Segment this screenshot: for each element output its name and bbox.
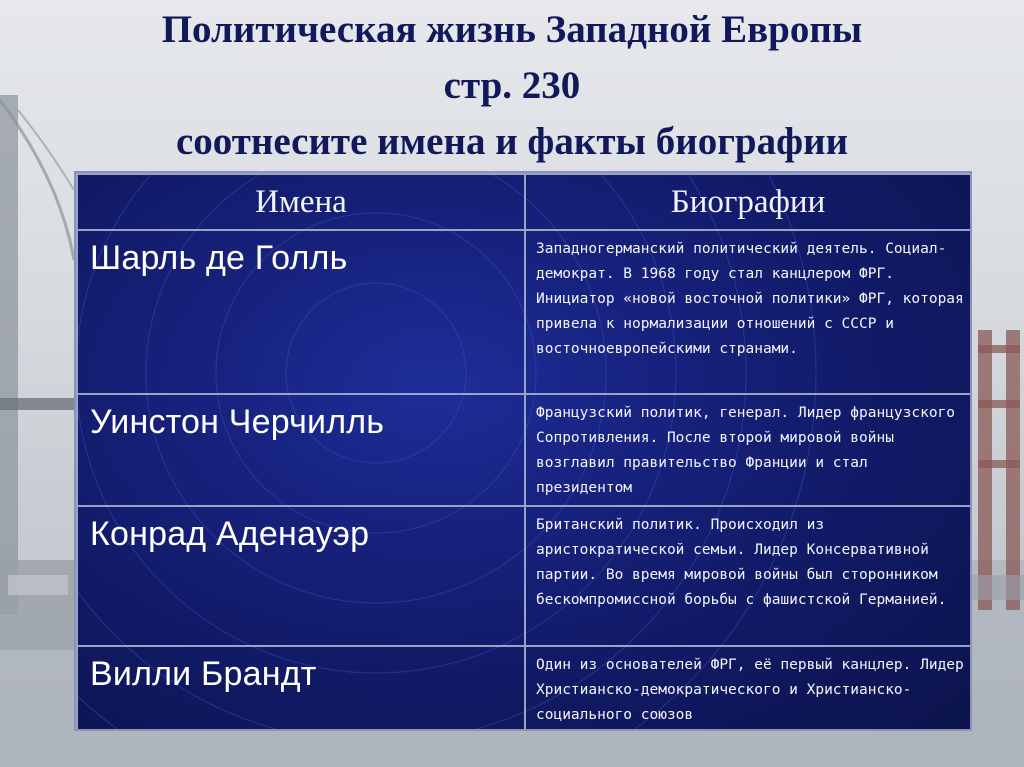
biography-cell: Один из основателей ФРГ, её первый канцлер. Лидер Христианско-демократического и Христианско-социального союзов xyxy=(525,646,971,731)
table-row xyxy=(77,230,971,394)
title-line-2: стр. 230 xyxy=(443,64,581,107)
biography-cell: Французский политик, генерал. Лидер французского Сопротивления. После второй мировой войны возглавил правительство Франции и стал президентом xyxy=(525,394,971,506)
header-names: Имена xyxy=(77,174,525,230)
title-line-1: Политическая жизнь Западной Европы xyxy=(161,8,863,51)
header-biographies: Биографии xyxy=(525,174,971,230)
biography-cell: Западногерманский политический деятель. Социал-демократ. В 1968 году стал канцлером ФРГ. Инициатор «новой восточной политики» ФРГ, которая привела к нормализации отношений с СССР и восточноевропейскими странами. xyxy=(525,230,971,394)
title-line-3: соотнесите имена и факты биографии xyxy=(175,120,849,163)
name-cell: Вилли Брандт xyxy=(77,646,525,731)
name-cell: Шарль де Голль xyxy=(77,230,525,394)
slide-title xyxy=(0,2,1024,170)
table-row xyxy=(77,394,971,506)
table-row xyxy=(77,506,971,646)
name-cell: Конрад Аденауэр xyxy=(77,506,525,646)
name-cell: Уинстон Черчилль xyxy=(77,394,525,506)
biography-cell: Британский политик. Происходил из аристократической семьи. Лидер Консервативной партии. Во время мировой войны был сторонником бескомпромиссной борьбы с фашистской Германией. xyxy=(525,506,971,646)
matching-table-container xyxy=(74,171,972,731)
matching-table xyxy=(76,173,972,731)
table-header-row xyxy=(77,174,971,230)
table-row xyxy=(77,646,971,731)
